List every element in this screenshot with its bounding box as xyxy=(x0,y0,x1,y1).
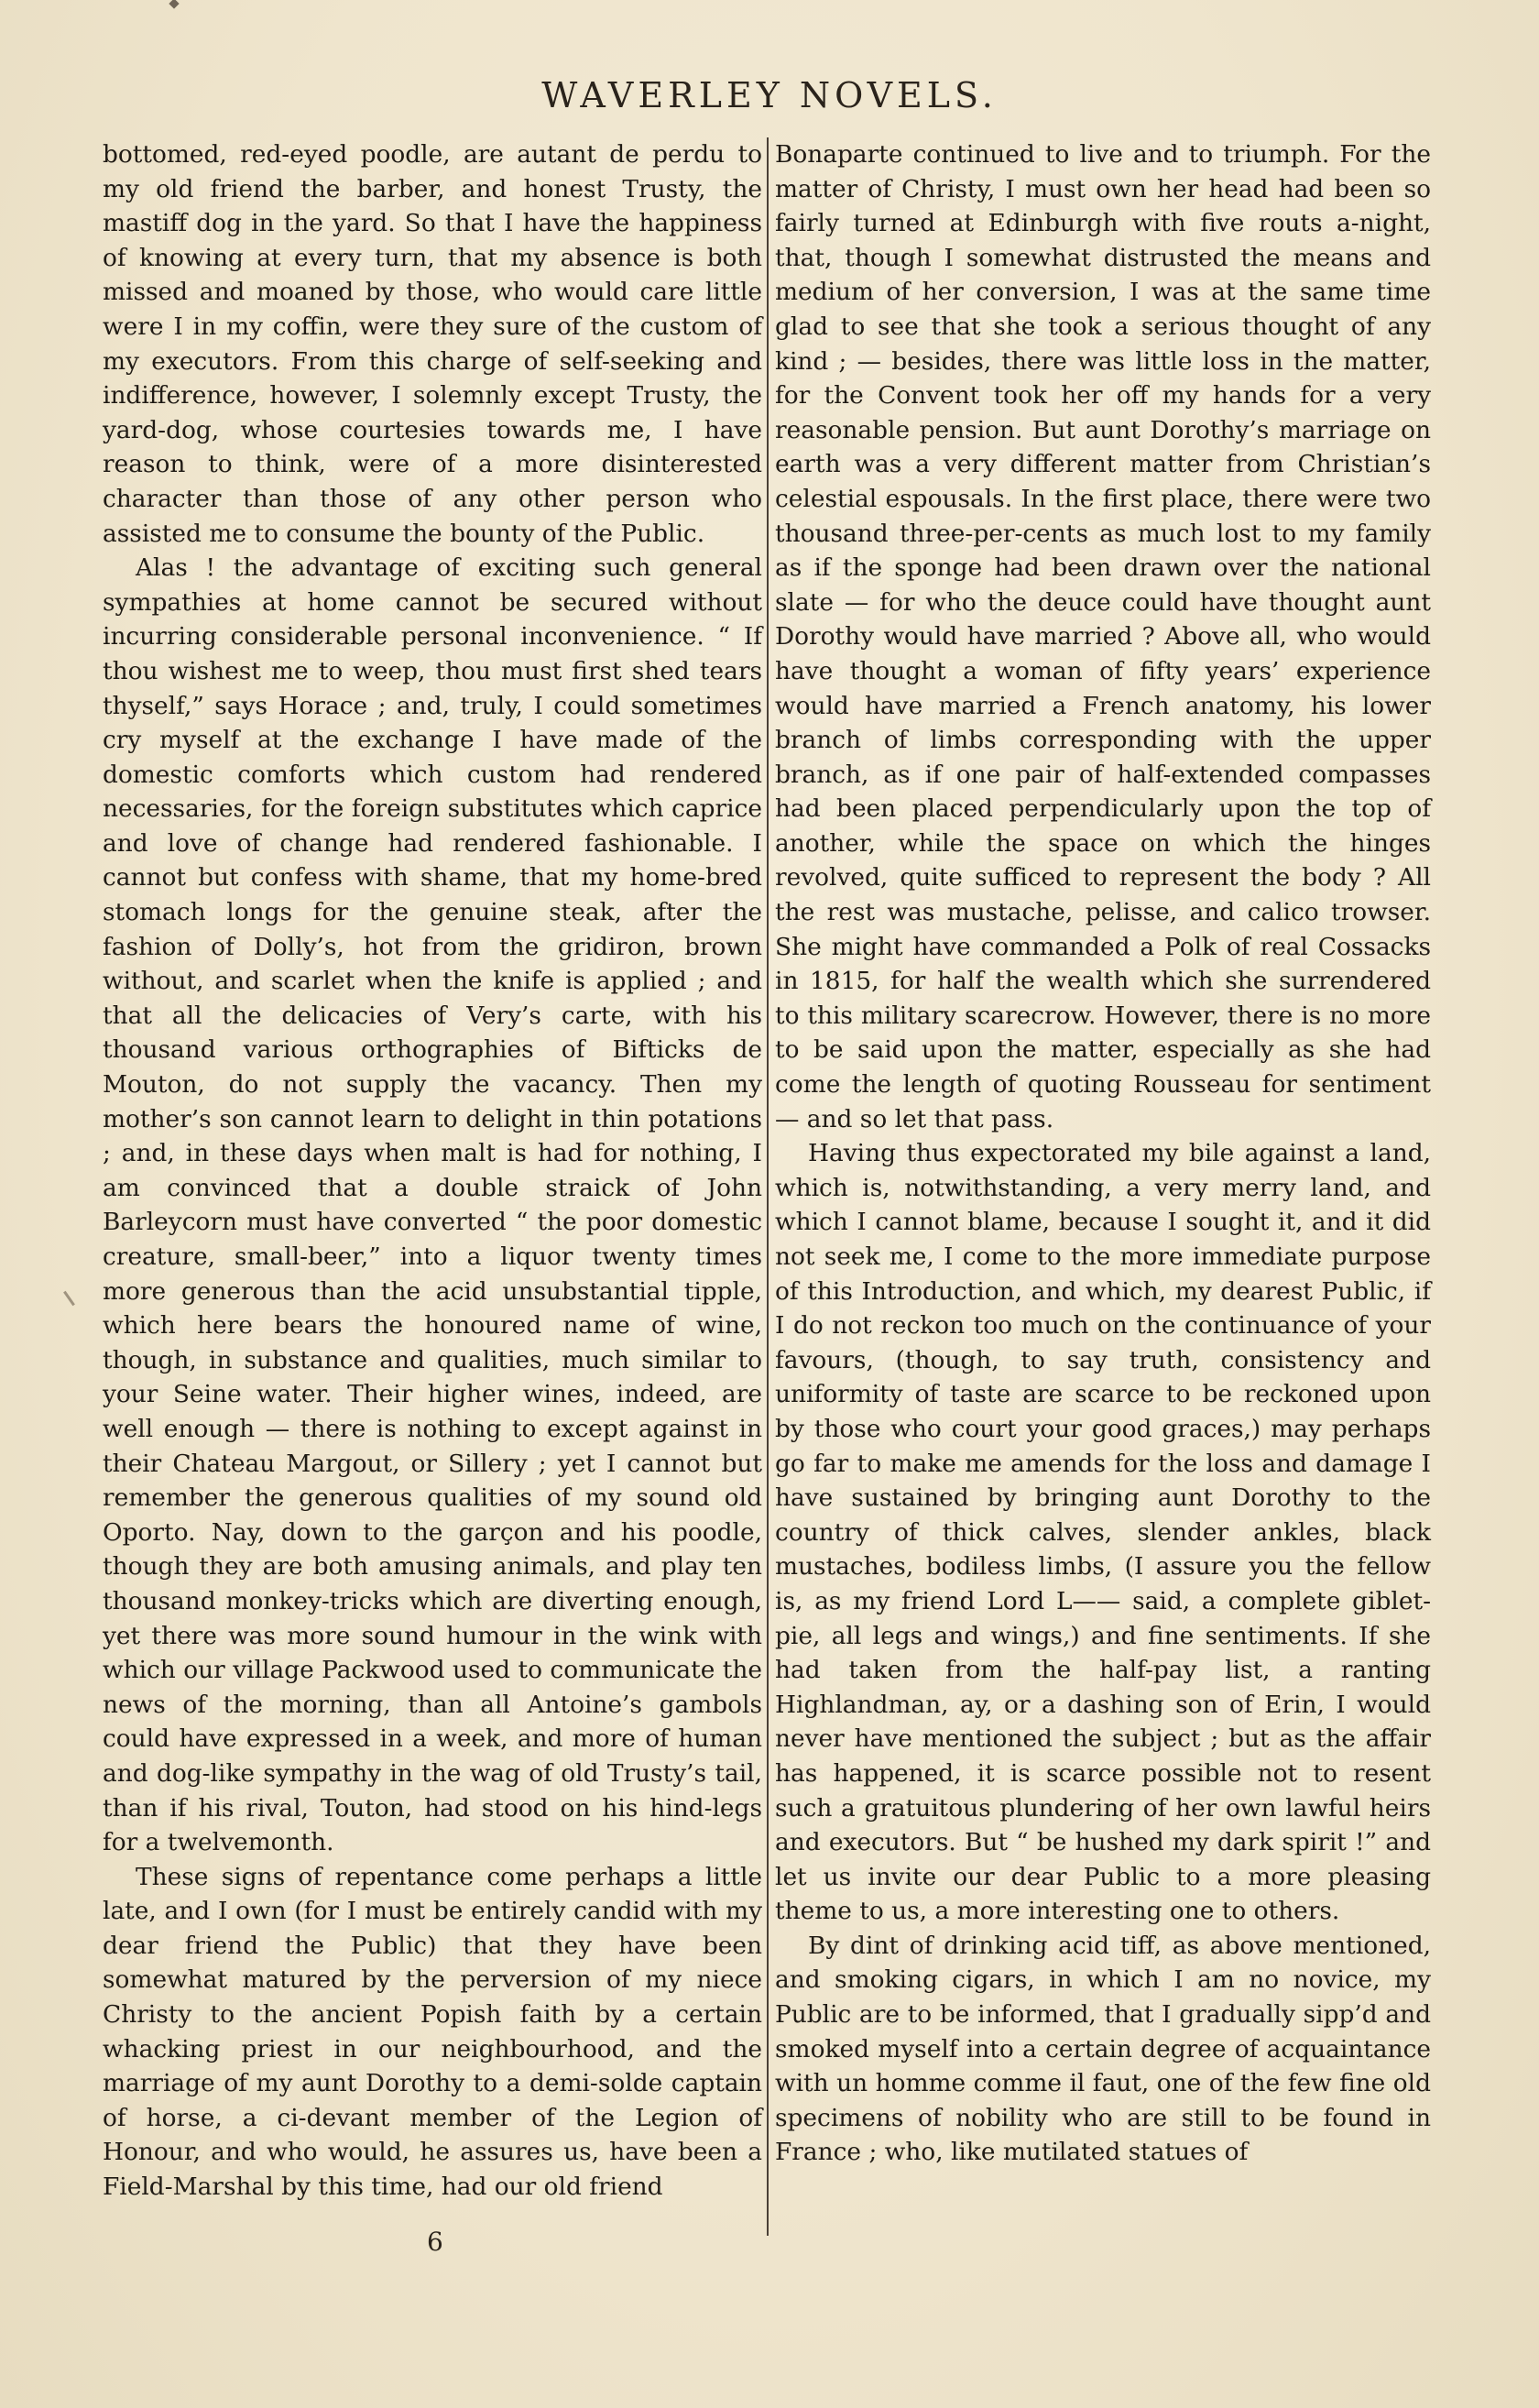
left-paragraph-3: These signs of repentance come perhaps a little late, and I own (for I must be entirely candid with my dear friend the Public) that they have been somewhat matured by the perversion of my niece Christy to the ancient Popish faith by a certain whacking priest in our neighbourhood, and the marriage of my aunt Dorothy to a demi-solde captain of horse, a ci-devant member of the Legion of Honour, and who would, he assures us, have been a Field-Marshal by this time, had our old friend xyxy=(103,1862,762,2202)
ink-speck xyxy=(169,0,179,9)
left-column xyxy=(103,137,762,2205)
page-number: 6 xyxy=(427,2227,443,2257)
margin-mark xyxy=(63,1291,75,1306)
right-paragraph-3: By dint of drinking acid tiff, as above mentioned, and smoking cigars, in which I am no novice, my Public are to be informed, that I gradually sipp’d and smoked myself into a certain degree of acquaintance with un homme comme il faut, one of the few fine old specimens of nobility who are still to be found in France ; who, like mutilated statues of xyxy=(775,1931,1431,2167)
right-paragraph-2: Having thus expectorated my bile against a land, which is, notwithstanding, a very merry land, and which I cannot blame, because I sought it, and it did not seek me, I come to the more immediate purpose of this Introduction, and which, my dearest Public, if I do not reckon too much on the continuance of your favours, (though, to say truth, consistency and uniformity of taste are scarce to be reckoned upon by those who court your good graces,) may perhaps go far to make me amends for the loss and damage I have sustained by bringing aunt Dorothy to the country of thick calves, slender ankles, black mustaches, bodiless limbs, (I assure you the fellow is, as my friend Lord L—— said, a complete giblet-pie, all legs and wings,) and fine sentiments. If she had taken from the half-pay list, a ranting Highlandman, ay, or a dashing son of Erin, I would never have mentioned the subject ; but as the affair has happened, it is scarce possible not to resent such a gratuitous plundering of her own lawful heirs and executors. But “ be hushed my dark spirit !” and let us invite our dear Public to a more pleasing theme to us, a more interesting one to others. xyxy=(775,1139,1431,1926)
right-paragraph-1: Bonaparte continued to live and to triumph. For the matter of Christy, I must own her head had been so fairly turned at Edinburgh with five routs a-night, that, though I somewhat distrusted the means and medium of her conversion, I was at the same time glad to see that she took a serious thought of any kind ; — besides, there was little loss in the matter, for the Convent took her off my hands for a very reasonable pension. But aunt Dorothy’s marriage on earth was a very different matter from Christian’s celestial espousals. In the first place, there were two thousand three-per-cents as much lost to my family as if the sponge had been drawn over the national slate — for who the deuce could have thought aunt Dorothy would have married ? Above all, who would have thought a woman of fifty years’ experience would have married a French anatomy, his lower branch of limbs corresponding with the upper branch, as if one pair of half-extended compasses had been placed perpendicularly upon the top of another, while the space on which the hinges revolved, quite sufficed to represent the body ? All the rest was mustache, pelisse, and calico trowser. She might have commanded a Polk of real Cossacks in 1815, for half the wealth which she surrendered to this military scarecrow. However, there is no more to be said upon the matter, especially as she had come the length of quoting Rousseau for sentiment — and so let that pass. xyxy=(775,140,1431,1133)
left-paragraph-1: bottomed, red-eyed poodle, are autant de perdu to my old friend the barber, and honest Trusty, the mastiff dog in the yard. So that I have the happiness of knowing at every turn, that my absence is both missed and moaned by those, who would care little were I in my coffin, were they sure of the custom of my executors. From this charge of self-seeking and indifference, however, I solemnly except Trusty, the yard-dog, whose courtesies towards me, I have reason to think, were of a more disinterested character than those of any other person who assisted me to consume the bounty of the Public. xyxy=(103,140,762,548)
running-title: WAVERLEY NOVELS. xyxy=(541,75,998,115)
left-paragraph-2: Alas ! the advantage of exciting such general sympathies at home cannot be secured without incurring considerable personal inconvenience. “ If thou wishest me to weep, thou must first shed tears thyself,” says Horace ; and, truly, I could sometimes cry myself at the exchange I have made of the domestic comforts which custom had rendered necessaries, for the foreign substitutes which caprice and love of change had rendered fashionable. I cannot but confess with shame, that my home-bred stomach longs for the genuine steak, after the fashion of Dolly’s, hot from the gridiron, brown without, and scarlet when the knife is applied ; and that all the delicacies of Very’s carte, with his thousand various orthographies of Bifticks de Mouton, do not supply the vacancy. Then my mother’s son cannot learn to delight in thin potations ; and, in these days when malt is had for nothing, I am convinced that a double straick of John Barleycorn must have converted “ the poor domestic creature, small-beer,” into a liquor twenty times more generous than the acid unsubstantial tipple, which here bears the honoured name of wine, though, in substance and qualities, much similar to your Seine water. Their higher wines, indeed, are well enough — there is nothing to except against in their Chateau Margout, or Sillery ; yet I cannot but remember the generous qualities of my sound old Oporto. Nay, down to the garçon and his poodle, though they are both amusing animals, and play ten thousand monkey-tricks which are diverting enough, yet there was more sound humour in the wink with which our village Packwood used to communicate the news of the morning, than all Antoine’s gambols could have expressed in a week, and more of human and dog-like sympathy in the wag of old Trusty’s tail, than if his rival, Touton, had stood on his hind-legs for a twelvemonth. xyxy=(103,553,762,1857)
column-divider xyxy=(767,137,769,2236)
right-column xyxy=(775,137,1431,2170)
